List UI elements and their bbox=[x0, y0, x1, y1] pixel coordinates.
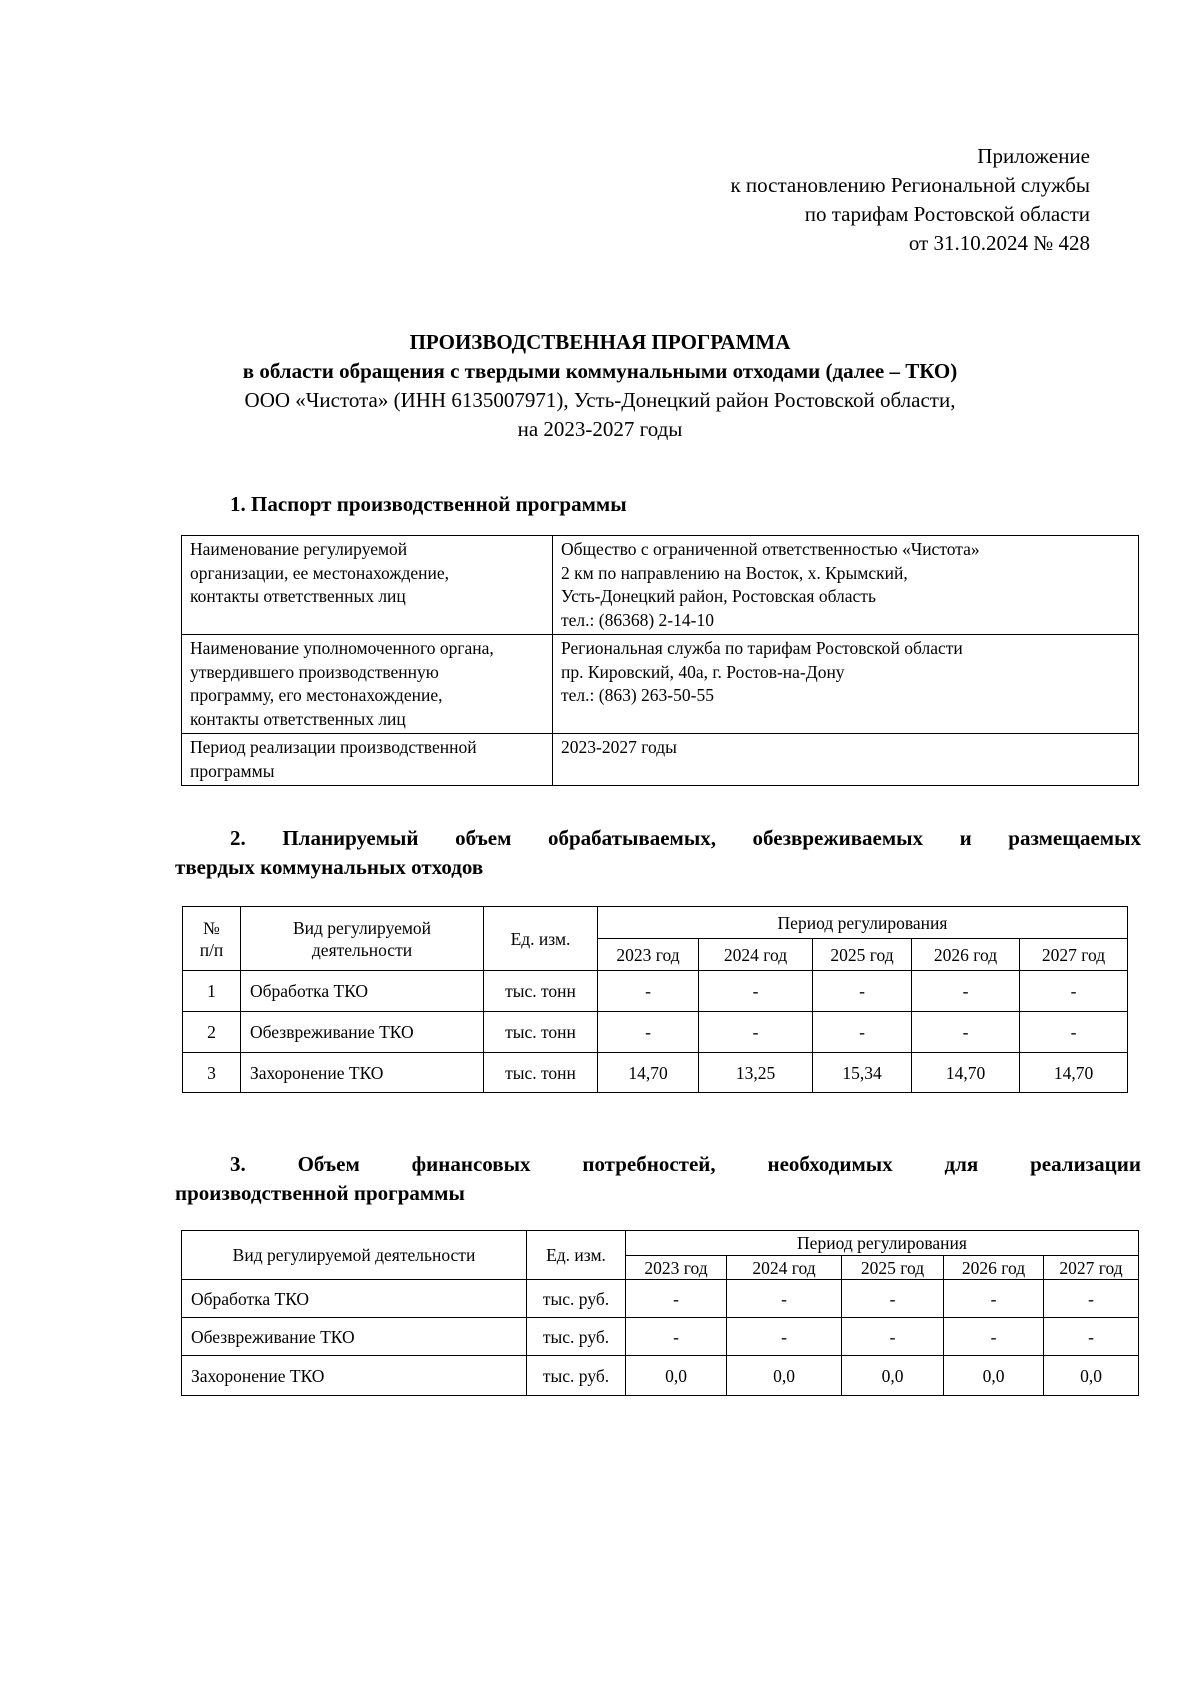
document-title bbox=[0, 328, 1200, 444]
cell-value: - bbox=[912, 971, 1020, 1012]
column-header-year: 2027 год bbox=[1044, 1256, 1139, 1280]
table-row bbox=[182, 1356, 1139, 1396]
cell-value: 14,70 bbox=[912, 1053, 1020, 1093]
cell-value: - bbox=[912, 1012, 1020, 1053]
table-row bbox=[183, 1053, 1128, 1093]
cell-value: 14,70 bbox=[1020, 1053, 1128, 1093]
column-header-year: 2024 год bbox=[699, 939, 813, 971]
column-header-year: 2023 год bbox=[598, 939, 699, 971]
passport-value: Общество с ограниченной ответственностью «Чистота» 2 км по направлению на Восток, х. Крымский, Усть-Донецкий район, Ростовская область тел.: (86368) 2-14-10 bbox=[553, 536, 1139, 635]
section3-heading-line: 3. Объем финансовых потребностей, необходимых для реализации bbox=[230, 1152, 1141, 1176]
cell-value: 0,0 bbox=[727, 1356, 842, 1396]
header-line: Приложение bbox=[977, 144, 1090, 168]
cell-value: - bbox=[944, 1280, 1044, 1318]
table-row bbox=[182, 536, 1139, 635]
cell-value: - bbox=[1044, 1318, 1139, 1356]
cell-activity: Обезвреживание ТКО bbox=[182, 1318, 527, 1356]
cell-activity: Захоронение ТКО bbox=[182, 1356, 527, 1396]
passport-table bbox=[181, 535, 1139, 786]
passport-label: Наименование уполномоченного органа, утвердившего производственную программу, его местонахождение, контакты ответственных лиц bbox=[182, 635, 553, 734]
section1-heading: 1. Паспорт производственной программы bbox=[230, 492, 627, 516]
cell-value: 14,70 bbox=[598, 1053, 699, 1093]
title-organization: ООО «Чистота» (ИНН 6135007971), Усть-Донецкий район Ростовской области, bbox=[244, 388, 956, 412]
cell-value: - bbox=[626, 1280, 727, 1318]
cell-value: 15,34 bbox=[813, 1053, 912, 1093]
document-header bbox=[730, 142, 1090, 258]
section2-heading-line: твердых коммунальных отходов bbox=[175, 855, 484, 879]
cell-value: - bbox=[699, 1012, 813, 1053]
column-header-year: 2023 год bbox=[626, 1256, 727, 1280]
cell-value: 13,25 bbox=[699, 1053, 813, 1093]
column-header-year: 2026 год bbox=[912, 939, 1020, 971]
cell-value: 0,0 bbox=[626, 1356, 727, 1396]
table-row bbox=[182, 635, 1139, 734]
table-row bbox=[182, 1280, 1139, 1318]
table-row bbox=[183, 1012, 1128, 1053]
cell-number: 3 bbox=[183, 1053, 241, 1093]
title-period: на 2023-2027 годы bbox=[517, 417, 683, 441]
cell-activity: Обработка ТКО bbox=[241, 971, 484, 1012]
cell-unit: тыс. руб. bbox=[527, 1280, 626, 1318]
section3-heading-line: производственной программы bbox=[175, 1181, 465, 1205]
cell-value: 0,0 bbox=[842, 1356, 944, 1396]
header-line: от 31.10.2024 № 428 bbox=[908, 231, 1090, 255]
cell-value: - bbox=[842, 1280, 944, 1318]
column-header-year: 2026 год bbox=[944, 1256, 1044, 1280]
cell-value: - bbox=[1020, 971, 1128, 1012]
cell-value: - bbox=[813, 971, 912, 1012]
table-row bbox=[183, 971, 1128, 1012]
cell-value: - bbox=[1020, 1012, 1128, 1053]
cell-value: - bbox=[813, 1012, 912, 1053]
column-header-activity: Вид регулируемой деятельности bbox=[241, 907, 484, 971]
table-row bbox=[182, 734, 1139, 786]
cell-value: - bbox=[598, 971, 699, 1012]
column-header-period: Период регулирования bbox=[626, 1231, 1139, 1256]
finance-table bbox=[181, 1230, 1139, 1396]
header-line: к постановлению Региональной службы bbox=[730, 173, 1090, 197]
table-header-row bbox=[183, 907, 1128, 939]
column-header-activity: Вид регулируемой деятельности bbox=[182, 1231, 527, 1280]
cell-number: 1 bbox=[183, 971, 241, 1012]
cell-unit: тыс. руб. bbox=[527, 1356, 626, 1396]
cell-unit: тыс. руб. bbox=[527, 1318, 626, 1356]
cell-value: - bbox=[727, 1318, 842, 1356]
column-header-unit: Ед. изм. bbox=[484, 907, 598, 971]
cell-value: - bbox=[944, 1318, 1044, 1356]
table-header-row bbox=[182, 1231, 1139, 1256]
section2-heading bbox=[175, 824, 1141, 882]
column-header-number: № п/п bbox=[183, 907, 241, 971]
passport-value: 2023-2027 годы bbox=[553, 734, 1139, 786]
cell-activity: Обезвреживание ТКО bbox=[241, 1012, 484, 1053]
cell-value: 0,0 bbox=[1044, 1356, 1139, 1396]
cell-number: 2 bbox=[183, 1012, 241, 1053]
cell-value: - bbox=[699, 971, 813, 1012]
column-header-year: 2025 год bbox=[813, 939, 912, 971]
column-header-year: 2025 год bbox=[842, 1256, 944, 1280]
column-header-year: 2027 год bbox=[1020, 939, 1128, 971]
cell-value: 0,0 bbox=[944, 1356, 1044, 1396]
column-header-period: Период регулирования bbox=[598, 907, 1128, 939]
title-subtitle: в области обращения с твердыми коммунальными отходами (далее – ТКО) bbox=[242, 359, 958, 383]
cell-unit: тыс. тонн bbox=[484, 1053, 598, 1093]
cell-activity: Обработка ТКО bbox=[182, 1280, 527, 1318]
cell-value: - bbox=[598, 1012, 699, 1053]
title-main: ПРОИЗВОДСТВЕННАЯ ПРОГРАММА bbox=[409, 330, 791, 354]
volume-table bbox=[182, 906, 1128, 1093]
column-header-year: 2024 год bbox=[727, 1256, 842, 1280]
passport-value: Региональная служба по тарифам Ростовской области пр. Кировский, 40а, г. Ростов-на-Дону тел.: (863) 263-50-55 bbox=[553, 635, 1139, 734]
cell-unit: тыс. тонн bbox=[484, 1012, 598, 1053]
cell-activity: Захоронение ТКО bbox=[241, 1053, 484, 1093]
column-header-unit: Ед. изм. bbox=[527, 1231, 626, 1280]
cell-value: - bbox=[842, 1318, 944, 1356]
cell-value: - bbox=[626, 1318, 727, 1356]
section2-heading-line: 2. Планируемый объем обрабатываемых, обезвреживаемых и размещаемых bbox=[230, 826, 1141, 850]
table-row bbox=[182, 1318, 1139, 1356]
section3-heading bbox=[175, 1150, 1141, 1208]
cell-value: - bbox=[727, 1280, 842, 1318]
header-line: по тарифам Ростовской области bbox=[804, 202, 1090, 226]
cell-value: - bbox=[1044, 1280, 1139, 1318]
cell-unit: тыс. тонн bbox=[484, 971, 598, 1012]
passport-label: Период реализации производственной программы bbox=[182, 734, 553, 786]
passport-label: Наименование регулируемой организации, ее местонахождение, контакты ответственных лиц bbox=[182, 536, 553, 635]
